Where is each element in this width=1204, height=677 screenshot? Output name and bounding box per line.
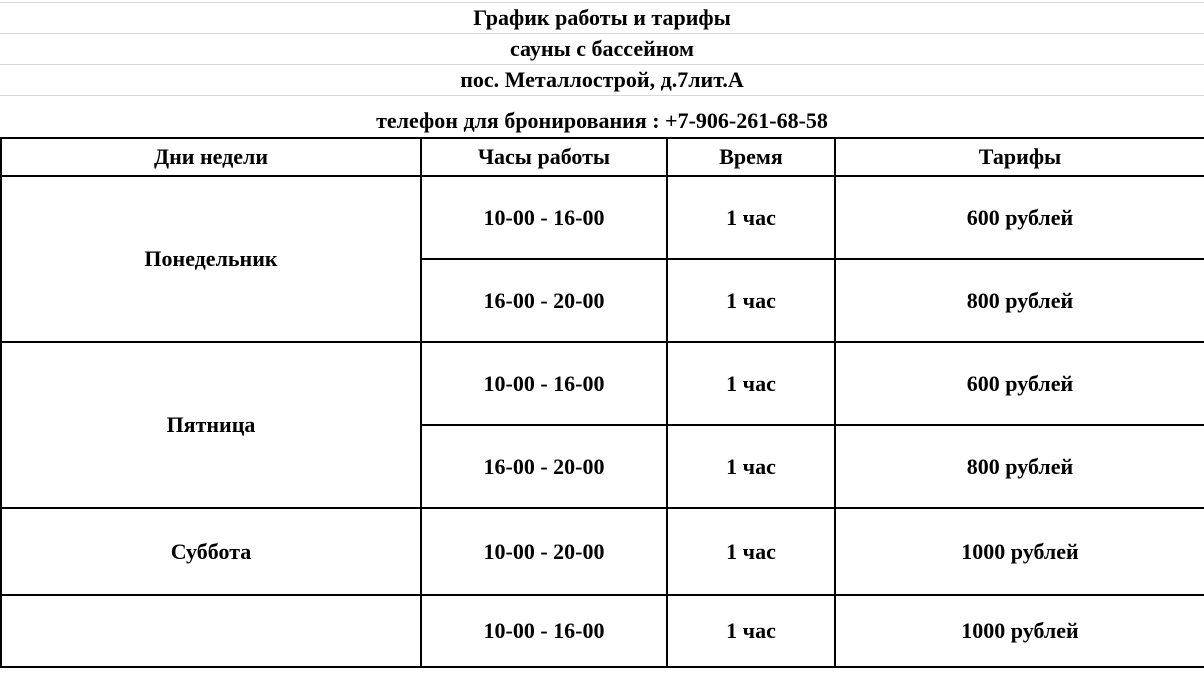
duration-cell: 1 час — [667, 508, 835, 595]
duration-cell: 1 час — [667, 425, 835, 508]
hours-cell: 10-00 - 16-00 — [421, 342, 667, 425]
duration-cell: 1 час — [667, 342, 835, 425]
day-cell: Понедельник — [1, 176, 421, 342]
table-row — [1, 176, 1204, 259]
table-header-row — [1, 138, 1204, 176]
table-row — [1, 595, 1204, 667]
document-subtitle: сауны с бассейном — [509, 36, 694, 61]
column-header-tariffs: Тарифы — [835, 138, 1204, 176]
table-row — [1, 342, 1204, 425]
tariff-cell: 1000 рублей — [835, 508, 1204, 595]
duration-cell: 1 час — [667, 176, 835, 259]
tariff-cell: 600 рублей — [835, 176, 1204, 259]
sheet-grid-line — [0, 2, 1204, 3]
sheet-grid-line — [0, 64, 1204, 65]
sheet-grid-line — [0, 33, 1204, 34]
hours-cell: 16-00 - 20-00 — [421, 259, 667, 342]
tariff-cell: 800 рублей — [835, 425, 1204, 508]
tariff-cell: 1000 рублей — [835, 595, 1204, 667]
day-cell — [1, 595, 421, 667]
tariff-cell: 600 рублей — [835, 342, 1204, 425]
column-header-hours: Часы работы — [421, 138, 667, 176]
table-row — [1, 508, 1204, 595]
sheet-grid-line — [0, 95, 1204, 96]
duration-cell: 1 час — [667, 595, 835, 667]
duration-cell: 1 час — [667, 259, 835, 342]
day-cell: Суббота — [1, 508, 421, 595]
schedule-table — [0, 137, 1204, 668]
column-header-days: Дни недели — [1, 138, 421, 176]
address-line: пос. Металлострой, д.7лит.А — [460, 67, 744, 92]
hours-cell: 10-00 - 16-00 — [421, 176, 667, 259]
day-cell: Пятница — [1, 342, 421, 508]
column-header-duration: Время — [667, 138, 835, 176]
tariff-cell: 800 рублей — [835, 259, 1204, 342]
hours-cell: 10-00 - 20-00 — [421, 508, 667, 595]
booking-phone-line: телефон для бронирования : +7-906-261-68-58 — [376, 108, 828, 133]
hours-cell: 16-00 - 20-00 — [421, 425, 667, 508]
hours-cell: 10-00 - 16-00 — [421, 595, 667, 667]
document-title: График работы и тарифы — [473, 5, 731, 30]
